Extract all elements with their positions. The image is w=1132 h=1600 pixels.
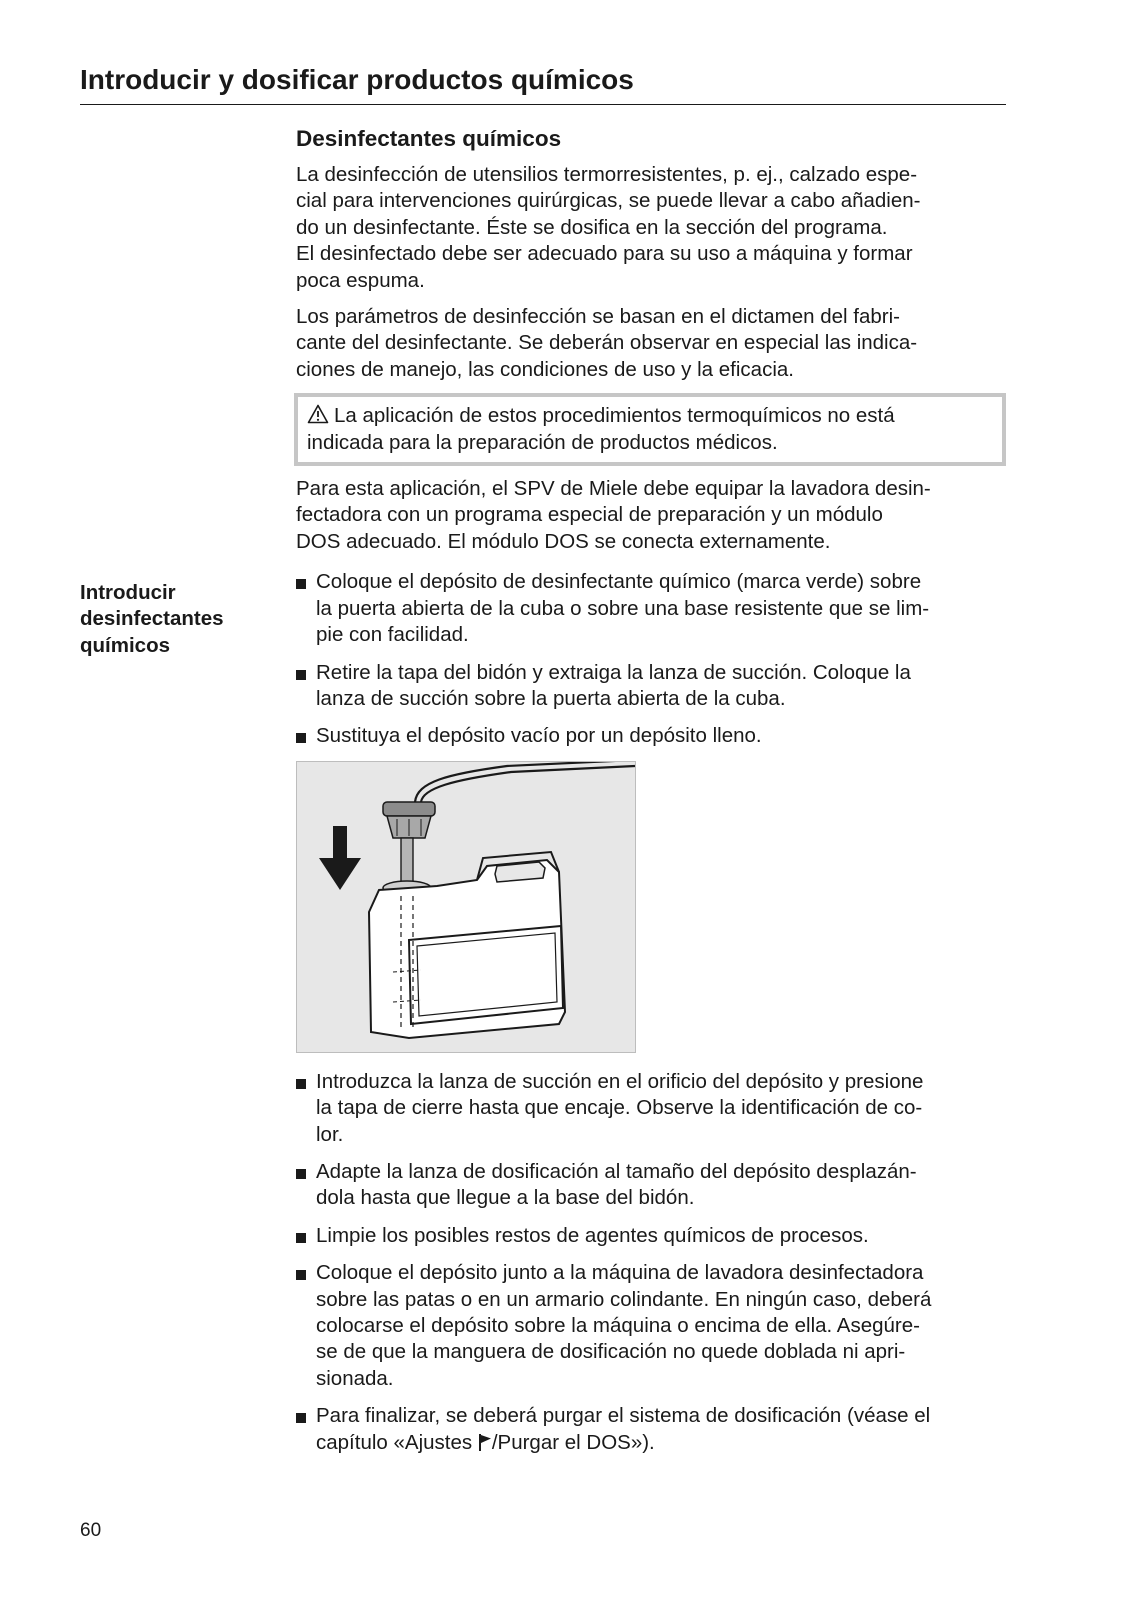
bullet-icon xyxy=(296,670,306,680)
bullet-icon xyxy=(296,1233,306,1243)
list-item xyxy=(296,1403,1008,1456)
section-title: Desinfectantes químicos xyxy=(296,126,562,151)
steps-list-after-figure xyxy=(296,1069,1008,1456)
list-item xyxy=(296,723,1008,749)
step-text: Adapte la lanza de dosificación al tamaño del depósito desplazán- dola hasta que llegue a la base del bidón. xyxy=(316,1159,917,1210)
bullet-icon xyxy=(296,1413,306,1423)
page-number: 60 xyxy=(80,1520,102,1541)
warning-triangle-icon xyxy=(307,404,329,424)
warning-text: La aplicación de estos procedimientos termoquímicos no está indicada para la preparación de productos médicos. xyxy=(307,404,895,454)
main-content xyxy=(296,124,1008,1467)
list-item xyxy=(296,660,1008,713)
bullet-icon xyxy=(296,579,306,589)
step-text: Limpie los posibles restos de agentes químicos de procesos. xyxy=(316,1223,869,1247)
step-text: Introduzca la lanza de succión en el orificio del depósito y presione la tapa de cierre hasta que encaje. Observe la identificación de co- lor. xyxy=(316,1069,924,1146)
list-item xyxy=(296,1223,1008,1249)
step-text: Sustituya el depósito vacío por un depósito lleno. xyxy=(316,724,762,748)
step-text: Coloque el depósito junto a la máquina de lavadora desinfectadora sobre las patas o en un armario colindante. En ningún caso, deberá colocarse el depósito sobre la máquina o encima de ella. Asegúre- se de que la manguera de dosificación no quede doblada ni apri- sionada. xyxy=(316,1261,932,1390)
page-title: Introducir y dosificar productos químicos xyxy=(80,62,1006,105)
bullet-icon xyxy=(296,1169,306,1179)
procedure-side-heading: Introducir desinfectantes químicos xyxy=(80,581,224,657)
list-item xyxy=(296,1069,1008,1148)
step-text-part: /Purgar el DOS»). xyxy=(491,1430,655,1454)
parameters-paragraph: Los parámetros de desinfección se basan en el dictamen del fabri- cante del desinfectante. Se deberán observar en especial las indica- ciones de manejo, las condiciones de uso y la eficacia. xyxy=(296,305,918,381)
intro-paragraph: La desinfección de utensilios termorresistentes, p. ej., calzado espe- cial para intervenciones quirúrgicas, se puede llevar a cabo añadien- do un desinfectante. Éste se dosifica en la sección del programa. El desinfectado debe ser adecuado para su uso a máquina y formar poca espuma. xyxy=(296,163,921,292)
bullet-icon xyxy=(296,1079,306,1089)
canister-illustration xyxy=(296,761,636,1053)
list-item xyxy=(296,1159,1008,1212)
flag-icon xyxy=(478,1432,492,1450)
step-text-part: Para finalizar, se deberá purgar el sistema de dosificación (véase el capítulo «Ajustes xyxy=(316,1404,931,1454)
bullet-icon xyxy=(296,1270,306,1280)
arrow-down-icon xyxy=(319,826,361,890)
step-text: Retire la tapa del bidón y extraiga la lanza de succión. Coloque la lanza de succión sobre la puerta abierta de la cuba. xyxy=(316,660,911,710)
bullet-icon xyxy=(296,733,306,743)
warning-box xyxy=(294,393,1006,466)
list-item xyxy=(296,569,1008,648)
spv-paragraph: Para esta aplicación, el SPV de Miele debe equipar la lavadora desin- fectadora con un programa especial de preparación y un módulo DOS adecuado. El módulo DOS se conecta externamente. xyxy=(296,477,931,553)
steps-list-before-figure xyxy=(296,569,1008,749)
step-text: Coloque el depósito de desinfectante químico (marca verde) sobre la puerta abierta de la cuba o sobre una base resistente que se lim- pie con facilidad. xyxy=(316,570,930,647)
list-item xyxy=(296,1260,1008,1392)
